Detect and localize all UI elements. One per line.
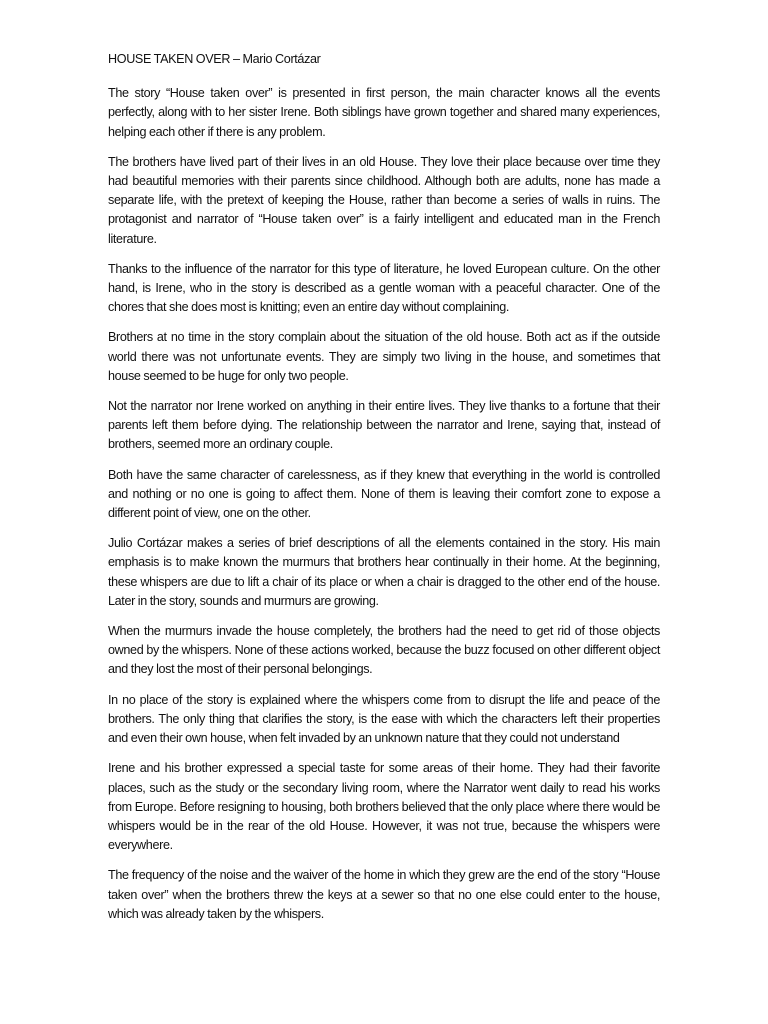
paragraph-2: The brothers have lived part of their lives in an old House. They love their place because over time they had beautiful memories with their parents since childhood. Although both are adults, none has made a separate life, with the pretext of keeping the House, rather than become a series of walls in ruins. The protagonist and narrator of “House taken over” is a fairly intelligent and educated man in the French literature. [108,154,660,246]
paragraph-1: The story “House taken over” is presented in first person, the main character knows all the events perfectly, along with to her sister Irene. Both siblings have grown together and shared many experiences, helping each other if there is any problem. [108,86,660,139]
document-page [108,50,660,935]
document-title: HOUSE TAKEN OVER – Mario Cortázar [108,52,321,66]
paragraph-7: Julio Cortázar makes a series of brief descriptions of all the elements contained in the story. His main emphasis is to make known the murmurs that brothers hear continually in their home. At the beginning, these whispers are due to lift a chair of its place or when a chair is dragged to the other end of the house. Later in the story, sounds and murmurs are growing. [108,536,660,608]
paragraph-9: In no place of the story is explained where the whispers come from to disrupt the life and peace of the brothers. The only thing that clarifies the story, is the ease with which the characters left their properties and even their own house, when felt invaded by an unknown nature that they could not understand [108,692,660,746]
paragraph-10: Irene and his brother expressed a special taste for some areas of their home. They had their favorite places, such as the study or the secondary living room, where the Narrator went daily to read his works from Europe. Before resigning to housing, both brothers believed that the only place where there would be whispers would be in the rear of the old House. However, it was not true, because the whispers were everywhere. [108,761,660,853]
paragraph-3: Thanks to the influence of the narrator for this type of literature, he loved European culture. On the other hand, is Irene, who in the story is described as a gentle woman with a peaceful character. One of the chores that she does most is knitting; even an entire day without complaining. [108,261,660,315]
paragraph-6: Both have the same character of carelessness, as if they knew that everything in the world is controlled and nothing or no one is going to affect them. None of them is leaving their comfort zone to expose a different point of view, one on the other. [108,467,660,521]
paragraph-11: The frequency of the noise and the waiver of the home in which they grew are the end of the story “House taken over” when the brothers threw the keys at a sewer so that no one else could enter to the house, which was already taken by the whispers. [108,868,660,921]
paragraph-4: Brothers at no time in the story complain about the situation of the old house. Both act as if the outside world there was not unfortunate events. They are simply two living in the house, and sometimes that house seemed to be huge for only two people. [108,330,660,383]
paragraph-5: Not the narrator nor Irene worked on anything in their entire lives. They live thanks to a fortune that their parents left them before dying. The relationship between the narrator and Irene, saying that, instead of brothers, seemed more an ordinary couple. [108,399,660,452]
paragraph-8: When the murmurs invade the house completely, the brothers had the need to get rid of those objects owned by the whispers. None of these actions worked, because the buzz focused on other different object and they lost the most of their personal belongings. [108,624,660,677]
